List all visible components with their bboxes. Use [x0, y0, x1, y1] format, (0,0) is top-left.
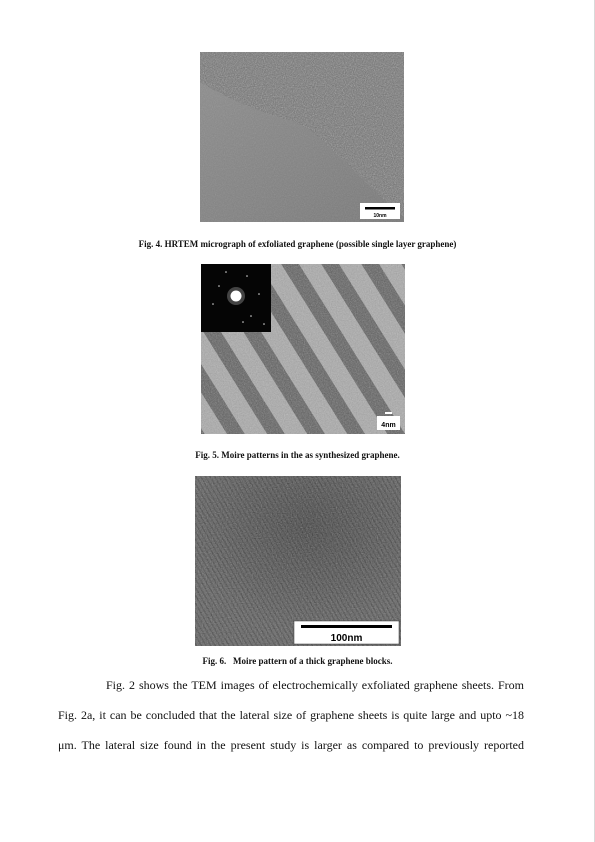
hrtem-image — [200, 52, 404, 222]
figure-6-thick-graphene — [195, 476, 401, 646]
figure-5-moire-patterns — [201, 264, 405, 434]
body-text-line-2: Fig. 2a, it can be concluded that the lateral size of graphene sheets is quite large and upto ~18 — [58, 708, 524, 722]
body-text-line-3: μm. The lateral size found in the present study is larger as compared to previously reported — [58, 738, 524, 752]
scale-bar-label: 4nm — [381, 422, 396, 429]
figure-6-caption-number: Fig. 6. — [202, 656, 227, 666]
figure-6-caption-text: Moire pattern of a thick graphene blocks. — [232, 656, 393, 666]
figure-6-caption — [0, 656, 595, 667]
moire-image — [201, 264, 405, 434]
scale-bar-label: 10nm — [373, 213, 387, 219]
figure-4-caption: Fig. 4. HRTEM micrograph of exfoliated graphene (possible single layer graphene) — [138, 239, 457, 249]
figure-4-hrtem-micrograph — [200, 52, 404, 222]
scale-bar-label: 100nm — [330, 633, 363, 644]
figure-5-caption: Fig. 5. Moire patterns in the as synthesized graphene. — [195, 450, 400, 460]
body-text-line-1: Fig. 2 shows the TEM images of electrochemically exfoliated graphene sheets. From — [106, 678, 524, 692]
thick-graphene-image — [195, 476, 401, 646]
